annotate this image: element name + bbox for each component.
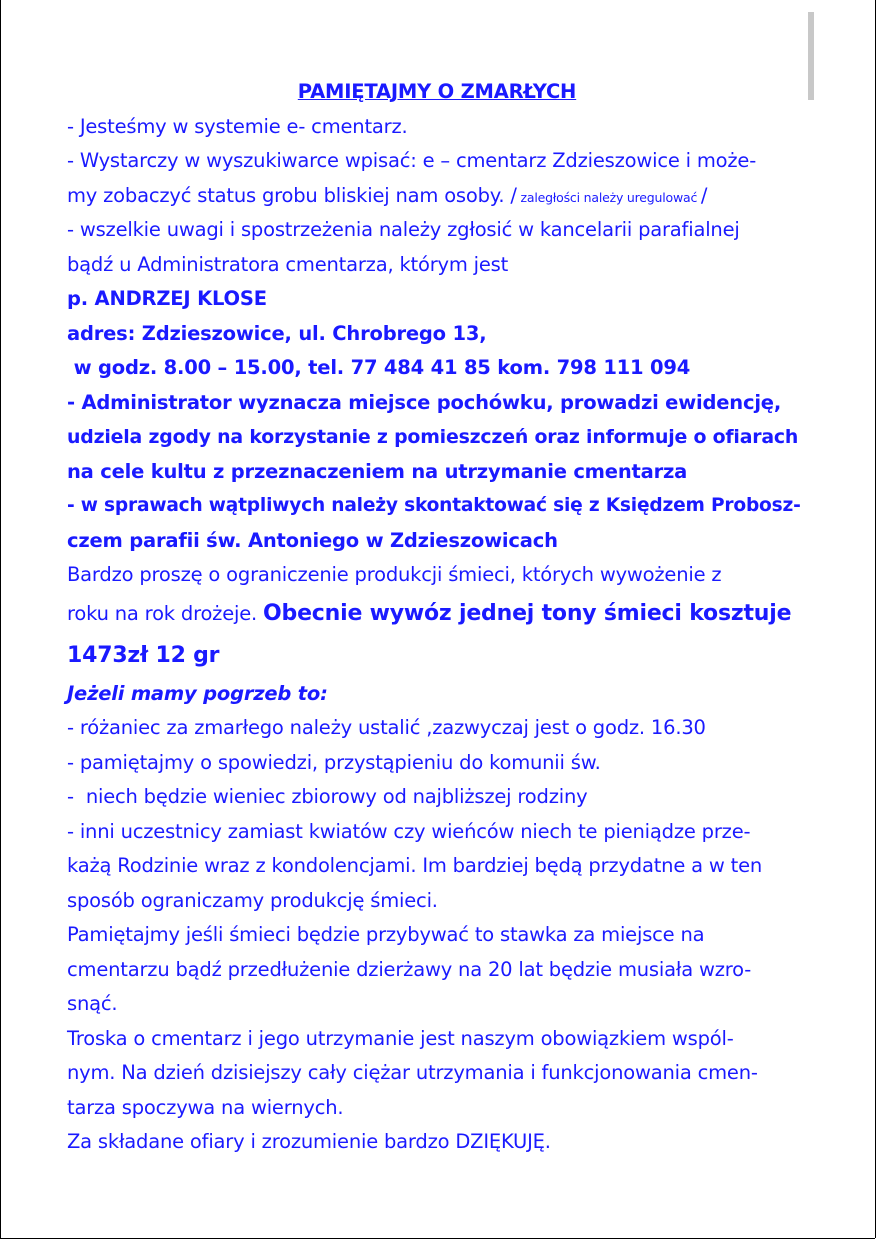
text-span: roku na rok drożeje. [67,601,264,625]
text-line: udziela zgody na korzystanie z pomieszczeń oraz informuje o ofiarach [67,426,799,448]
text-line: - Jesteśmy w systemie e- cmentarz. [67,114,408,138]
text-line: - Wystarczy w wyszukiwarce wpisać: e – cmentarz Zdzieszowice i może- [67,149,757,172]
text-line: - wszelkie uwagi i spostrzeżenia należy zgłosić w kancelarii parafialnej [67,218,740,241]
arrears-note: zaległości należy uregulować [516,189,701,205]
text-line: - niech będzie wieniec zbiorowy od najbliższej rodziny [67,785,588,808]
text-line: każą Rodzinie wraz z kondolencjami. Im bardziej będą przydatne a w ten [67,854,763,877]
scrollbar-thumb[interactable] [808,12,814,100]
text-line: Troska o cmentarz i jego utrzymanie jest naszym obowiązkiem wspól- [67,1026,734,1050]
text-line: snąć. [67,992,118,1015]
administrator-hours: w godz. 8.00 – 15.00, tel. 77 484 41 85 kom. 798 111 094 [67,356,691,379]
text-line: czem parafii św. Antoniego w Zdzieszowicach [67,528,558,552]
waste-cost-amount: 1473zł 12 gr [67,642,220,668]
text-line: Bardzo proszę o ograniczenie produkcji śmieci, których wywożenie z [67,563,722,586]
text-line: sposób ograniczamy produkcję śmieci. [67,888,438,912]
text-line: - w sprawach wątpliwych należy skontaktować się z Księdzem Probosz- [67,495,801,516]
text-line [67,182,807,217]
page-title: PAMIĘTAJMY O ZMARŁYCH [297,80,577,103]
closing-line: Za składane ofiary i zrozumienie bardzo DZIĘKUJĘ. [67,1130,551,1153]
text-line: cmentarzu bądź przedłużenie dzierżawy na 20 lat będzie musiała wzro- [67,957,752,981]
text-line: bądź u Administratora cmentarza, którym jest [67,252,509,276]
text-line: Pamiętajmy jeśli śmieci będzie przybywać to stawka za miejsce na [67,923,705,946]
document-body [67,78,807,1163]
text-line [67,596,807,638]
funeral-heading: Jeżeli mamy pogrzeb to: [67,681,328,705]
text-line: - inni uczestnicy zamiast kwiatów czy wieńców niech te pieniądze prze- [67,819,751,843]
text-line: - różaniec za zmarłego należy ustalić ,zazwyczaj jest o godz. 16.30 [67,716,706,739]
text-line: nym. Na dzień dzisiejszy cały ciężar utrzymania i funkcjonowania cmen- [67,1061,758,1084]
text-line: na cele kultu z przeznaczeniem na utrzymanie cmentarza [67,459,688,483]
text-span: / [700,183,708,207]
text-line: - pamiętajmy o spowiedzi, przystąpieniu do komunii św. [67,750,601,774]
administrator-name: p. ANDRZEJ KLOSE [67,287,267,310]
administrator-address: adres: Zdzieszowice, ul. Chrobrego 13, [67,321,487,345]
text-line: tarza spoczywa na wiernych. [67,1095,344,1119]
waste-cost-text: Obecnie wywóz jednej tony śmieci kosztuje [263,600,792,626]
text-span: my zobaczyć status grobu bliskiej nam osoby. / [67,183,517,207]
text-line: - Administrator wyznacza miejsce pochówku, prowadzi ewidencję, [67,390,782,414]
